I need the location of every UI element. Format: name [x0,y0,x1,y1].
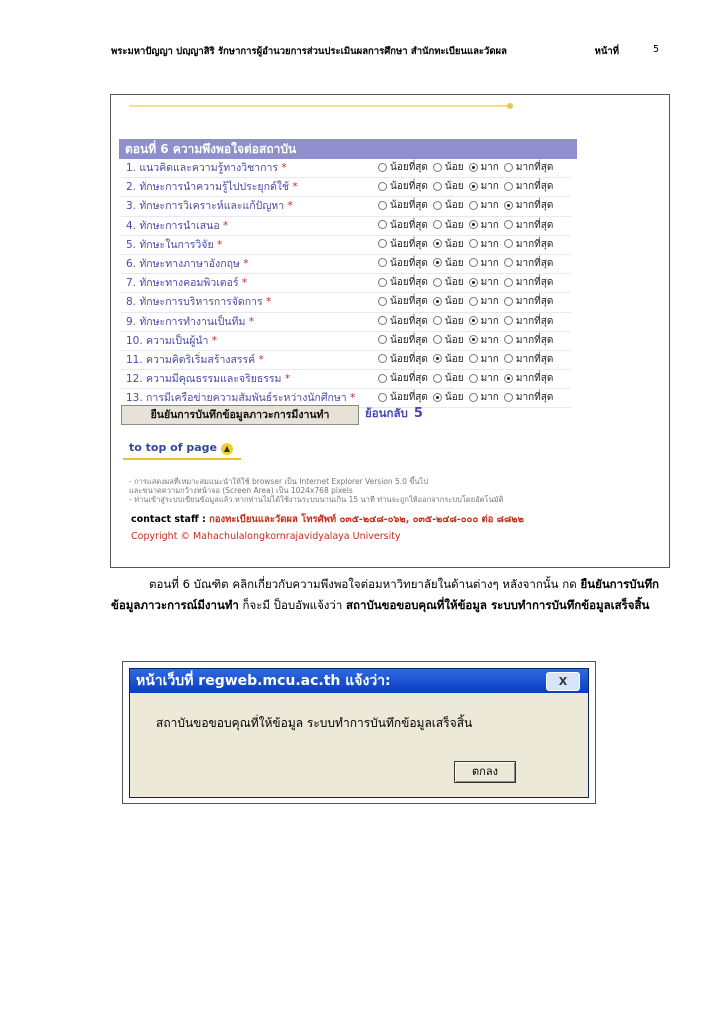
rating-option-label: มากที่สุด [515,277,554,289]
rating-radio[interactable] [433,374,442,383]
rating-radio[interactable] [504,374,513,383]
section-title: ตอนที่ 6 ความพึงพอใจต่อสถาบัน [119,139,577,159]
rating-option-label: มากที่สุด [515,373,554,385]
rating-option-label: มาก [480,392,499,404]
dialog-message: สถาบันขอขอบคุณที่ให้ข้อมูล ระบบทำการบันทึกข้อมูลเสร็จสิ้น [156,716,473,730]
rating-radio[interactable] [469,297,478,306]
rating-option-label: น้อยที่สุด [390,353,428,365]
rating-option-label: มากที่สุด [515,334,554,346]
dialog-screenshot [122,661,596,804]
question-label: 6. ทักษะทางภาษาอังกฤษ * [126,257,249,270]
rating-radio[interactable] [469,201,478,210]
rating-radio[interactable] [433,239,442,248]
rating-option-label: มาก [480,219,499,231]
contact-line: contact staff : กองทะเบียนและวัดผล โทรศัพท์ ๐๓๕-๒๔๘-๐๖๒, ๐๓๕-๒๔๘-๐๐๐ ต่อ ๘๘๒๒ [131,514,524,525]
rating-option-label: น้อยที่สุด [390,257,428,269]
header-title: พระมหาปัญญา ปญฺญาสิริ รักษาการผู้อำนวยการส่วนประเมินผลการศึกษา สำนักทะเบียนและวัดผล [111,46,507,57]
rating-option-label: มาก [480,257,499,269]
rating-option-label: น้อย [444,353,464,365]
rating-radio[interactable] [433,278,442,287]
rating-radio[interactable] [469,278,478,287]
rating-option-label: มาก [480,315,499,327]
rating-radio[interactable] [433,316,442,325]
rating-radio[interactable] [504,335,513,344]
rating-radio[interactable] [504,182,513,191]
rating-option-label: มากที่สุด [515,181,554,193]
rating-option-label: น้อย [444,219,464,231]
rating-option-label: น้อยที่สุด [390,219,428,231]
rating-option-label: น้อยที่สุด [390,162,428,173]
rating-radio[interactable] [433,220,442,229]
question-row [121,274,571,293]
question-list [121,159,571,408]
confirm-button[interactable]: ยืนยันการบันทึกข้อมูลภาวะการมีงานทำ [121,405,359,425]
rating-option-label: น้อยที่สุด [390,373,428,385]
rating-radio[interactable] [433,258,442,267]
rating-radio[interactable] [378,258,387,267]
question-row [121,332,571,351]
rating-radio[interactable] [433,201,442,210]
rating-option-label: น้อยที่สุด [390,392,428,404]
question-label: 7. ทักษะทางคอมพิวเตอร์ * [126,277,248,290]
rating-option-label: น้อย [444,373,464,385]
rating-radio[interactable] [504,258,513,267]
rating-options [373,217,553,235]
rating-option-label: น้อย [444,181,464,193]
question-label: 4. ทักษะการนำเสนอ * [126,219,229,232]
rating-radio[interactable] [469,239,478,248]
rating-option-label: น้อย [444,334,464,346]
question-label: 11. ความคิดริเริ่มสร้างสรรค์ * [126,353,264,366]
question-label: 8. ทักษะการบริหารการจัดการ * [126,296,272,309]
instruction-paragraph: ตอนที่ 6 บัณฑิต คลิกเกี่ยวกับความพึงพอใจต่อมหาวิทยาลัยในด้านต่างๆ หลังจากนั้น กด ยืนยันการบันทึกข้อมูลภาวะการณ์มีงานทำ ก็จะมี ป็อบอัพแจ้งว่า สถาบันขอขอบคุณที่ให้ข้อมูล ระบบทำการบันทึกข้อมูลเสร็จสิ้น [111,577,659,612]
rating-radio[interactable] [433,163,442,172]
rating-option-label: มากที่สุด [515,238,554,250]
alert-dialog [129,668,589,798]
question-label: 3. ทักษะการวิเคราะห์และแก้ปัญหา * [126,200,293,213]
rating-option-label: น้อยที่สุด [390,200,428,212]
rating-radio[interactable] [504,278,513,287]
rating-radio[interactable] [469,374,478,383]
question-label: 10. ความเป็นผู้นำ * [126,334,218,347]
arrow-up-icon: ▲ [221,443,233,455]
question-row [121,197,571,216]
dialog-title-bar [130,669,588,693]
rating-option-label: น้อยที่สุด [390,334,428,346]
rating-option-label: มาก [480,181,499,193]
rating-options [373,274,553,292]
question-row [121,159,571,178]
to-top-link[interactable]: to top of page ▲ [129,441,233,455]
rating-radio[interactable] [504,297,513,306]
page-label: หน้าที่ [594,46,619,57]
rating-radio[interactable] [469,393,478,402]
rating-radio[interactable] [378,297,387,306]
rating-radio[interactable] [378,239,387,248]
rating-radio[interactable] [433,335,442,344]
question-row [121,293,571,312]
back-link[interactable]: ย้อนกลับ 5 [365,406,423,421]
rating-option-label: มาก [480,296,499,308]
rating-radio[interactable] [469,182,478,191]
rating-option-label: น้อยที่สุด [390,296,428,308]
question-label: 12. ความมีคุณธรรมและจริยธรรม * [126,373,291,386]
rating-radio[interactable] [504,220,513,229]
rating-option-label: มาก [480,162,499,173]
rating-option-label: มากที่สุด [515,296,554,308]
rating-radio[interactable] [504,239,513,248]
rating-option-label: มากที่สุด [515,315,554,327]
rating-option-label: น้อย [444,200,464,212]
rating-radio[interactable] [469,354,478,363]
question-label: 1. แนวคิดและความรู้ทางวิชาการ * [126,162,287,174]
rating-options [373,178,553,196]
dialog-title: หน้าเว็บที่ regweb.mcu.ac.th แจ้งว่า: [136,673,391,689]
rating-radio[interactable] [504,316,513,325]
rating-radio[interactable] [378,354,387,363]
rating-option-label: น้อย [444,296,464,308]
rating-option-label: มากที่สุด [515,353,554,365]
rating-options [373,236,553,254]
rating-radio[interactable] [504,354,513,363]
question-row [121,178,571,197]
question-row [121,370,571,389]
rating-radio[interactable] [504,393,513,402]
form-screenshot [110,94,670,568]
rating-radio[interactable] [469,316,478,325]
rating-radio[interactable] [378,335,387,344]
rating-radio[interactable] [378,220,387,229]
page-number: 5 [652,44,659,55]
rating-options [373,255,553,273]
question-row [121,313,571,332]
rating-option-label: มาก [480,353,499,365]
rating-option-label: น้อย [444,392,464,404]
rating-option-label: มาก [480,373,499,385]
rating-options [373,313,553,331]
rating-radio[interactable] [469,220,478,229]
rating-option-label: มาก [480,277,499,289]
rating-options [373,159,553,177]
rating-option-label: น้อยที่สุด [390,315,428,327]
rating-radio[interactable] [378,163,387,172]
notes: - การแสดงผลที่เหมาะสมแนะนำให้ใช้ browser เป็น Internet Explorer Version 5.0 ขึ้นไป และขนาดความกว้างหน้าจอ (Screen Area) เป็น 1024x768 pixels - ท่านเข้าสู่ระบบเขียนข้อมูลแล้ว หากท่านไม่ได้ใช้งานระบบนานเกิน 15 นาที ท่านจะถูกให้ออกจากระบบโดยอัตโนมัติ [129,477,504,504]
rating-option-label: น้อย [444,277,464,289]
rating-option-label: น้อย [444,315,464,327]
rating-option-label: น้อย [444,162,464,173]
question-label: 5. ทักษะในการวิจัย * [126,238,223,251]
rating-options [373,293,553,311]
rating-radio[interactable] [469,163,478,172]
ok-button[interactable]: ตกลง [454,761,516,783]
rating-option-label: มากที่สุด [515,200,554,212]
rating-radio[interactable] [378,182,387,191]
rating-radio[interactable] [433,182,442,191]
question-row [121,236,571,255]
divider-line [129,105,509,107]
rating-option-label: มาก [480,334,499,346]
question-label: 2. ทักษะการนำความรู้ไปประยุกต์ใช้ * [126,181,298,194]
copyright: Copyright © Mahachulalongkornrajavidyalaya University [131,531,401,542]
rating-radio[interactable] [378,201,387,210]
rating-options [373,351,553,369]
rating-option-label: น้อยที่สุด [390,238,428,250]
rating-options [373,370,553,388]
rating-radio[interactable] [378,374,387,383]
page-header [111,44,659,59]
rating-option-label: น้อย [444,257,464,269]
question-row [121,217,571,236]
rating-radio[interactable] [469,335,478,344]
rating-option-label: มาก [480,238,499,250]
underline [123,458,241,460]
rating-radio[interactable] [378,278,387,287]
question-label: 9. ทักษะการทำงานเป็นทีม * [126,315,254,328]
rating-option-label: มากที่สุด [515,257,554,269]
question-row [121,351,571,370]
rating-option-label: มากที่สุด [515,219,554,231]
rating-radio[interactable] [504,163,513,172]
rating-radio[interactable] [433,354,442,363]
rating-option-label: น้อย [444,238,464,250]
rating-radio[interactable] [378,393,387,402]
rating-radio[interactable] [433,393,442,402]
rating-radio[interactable] [433,297,442,306]
question-label: 13. การมีเครือข่ายความสัมพันธ์ระหว่างนักศึกษา * [126,392,356,405]
rating-options [373,332,553,350]
rating-radio[interactable] [504,201,513,210]
rating-options [373,197,553,215]
rating-radio[interactable] [469,258,478,267]
rating-option-label: มาก [480,200,499,212]
rating-option-label: มากที่สุด [515,162,554,173]
rating-option-label: น้อยที่สุด [390,277,428,289]
rating-option-label: มากที่สุด [515,392,554,404]
rating-option-label: น้อยที่สุด [390,181,428,193]
question-row [121,255,571,274]
rating-radio[interactable] [378,316,387,325]
close-icon[interactable]: X [546,672,580,691]
